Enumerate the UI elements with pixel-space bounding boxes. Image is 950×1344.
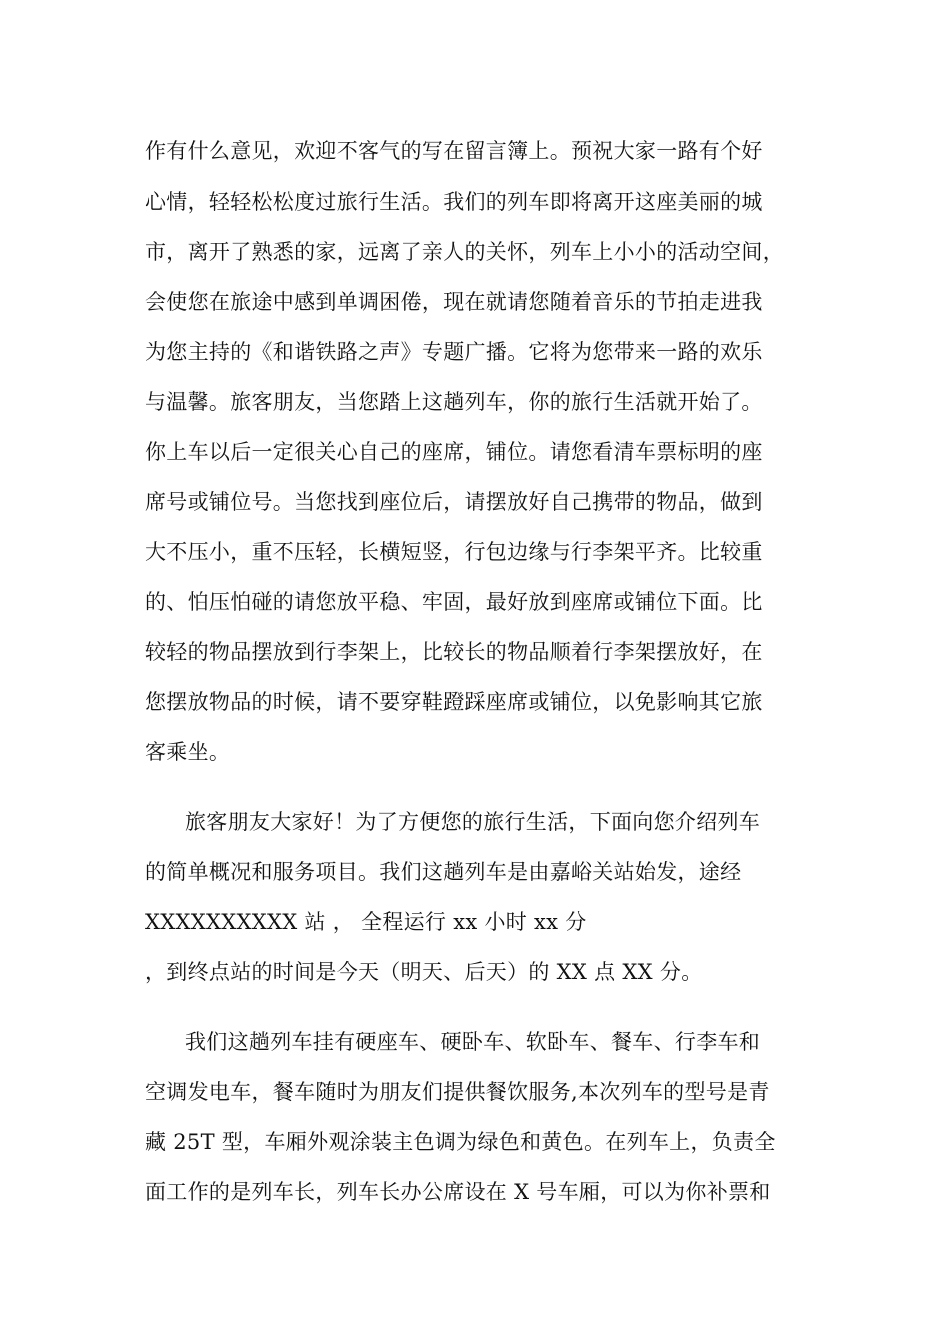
text-line: 的简单概况和服务项目。我们这趟列车是由嘉峪关站始发，途经	[145, 860, 742, 884]
text-line: 心情，轻轻松松度过旅行生活。我们的列车即将离开这座美丽的城	[145, 190, 763, 214]
text-line: 会使您在旅途中感到单调困倦，现在就请您随着音乐的节拍走进我	[145, 290, 763, 314]
text-line: 与温馨。旅客朋友，当您踏上这趟列车，你的旅行生活就开始了。	[145, 390, 763, 414]
text-line: 为您主持的《和谐铁路之声》专题广播。它将为您带来一路的欢乐	[145, 340, 763, 364]
text-line: 的、怕压怕碰的请您放平稳、牢固，最好放到座席或铺位下面。比	[145, 590, 763, 614]
text-line: 作有什么意见，欢迎不客气的写在留言簿上。预祝大家一路有个好	[145, 139, 763, 163]
text-line: 客乘坐。	[145, 740, 231, 764]
text-line: 席号或铺位号。当您找到座位后，请摆放好自己携带的物品，做到	[145, 490, 763, 514]
text-line: ，到终点站的时间是今天（明天、后天）的 XX 点 XX 分。	[145, 960, 703, 984]
text-line: 我们这趟列车挂有硬座车、硬卧车、软卧车、餐车、行李车和	[185, 1030, 761, 1054]
text-line: 空调发电车，餐车随时为朋友们提供餐饮服务,本次列车的型号是青	[145, 1080, 770, 1104]
text-line: 大不压小，重不压轻，长横短竖，行包边缘与行李架平齐。比较重	[145, 540, 763, 564]
text-line: 较轻的物品摆放到行李架上，比较长的物品顺着行李架摆放好，在	[145, 640, 763, 664]
text-line: 你上车以后一定很关心自己的座席，铺位。请您看清车票标明的座	[145, 440, 763, 464]
text-line: 藏 25T 型，车厢外观涂装主色调为绿色和黄色。在列车上，负责全	[145, 1130, 776, 1154]
text-line: 您摆放物品的时候，请不要穿鞋蹬踩座席或铺位，以免影响其它旅	[145, 690, 763, 714]
text-line: 面工作的是列车长，列车长办公席设在 X 号车厢，可以为你补票和	[145, 1180, 771, 1204]
text-line: XXXXXXXXXX 站 ， 全程运行 xx 小时 xx 分	[145, 910, 587, 934]
text-line: 旅客朋友大家好！为了方便您的旅行生活，下面向您介绍列车	[185, 810, 761, 834]
text-line: 市，离开了熟悉的家，远离了亲人的关怀，列车上小小的活动空间，	[145, 240, 784, 264]
